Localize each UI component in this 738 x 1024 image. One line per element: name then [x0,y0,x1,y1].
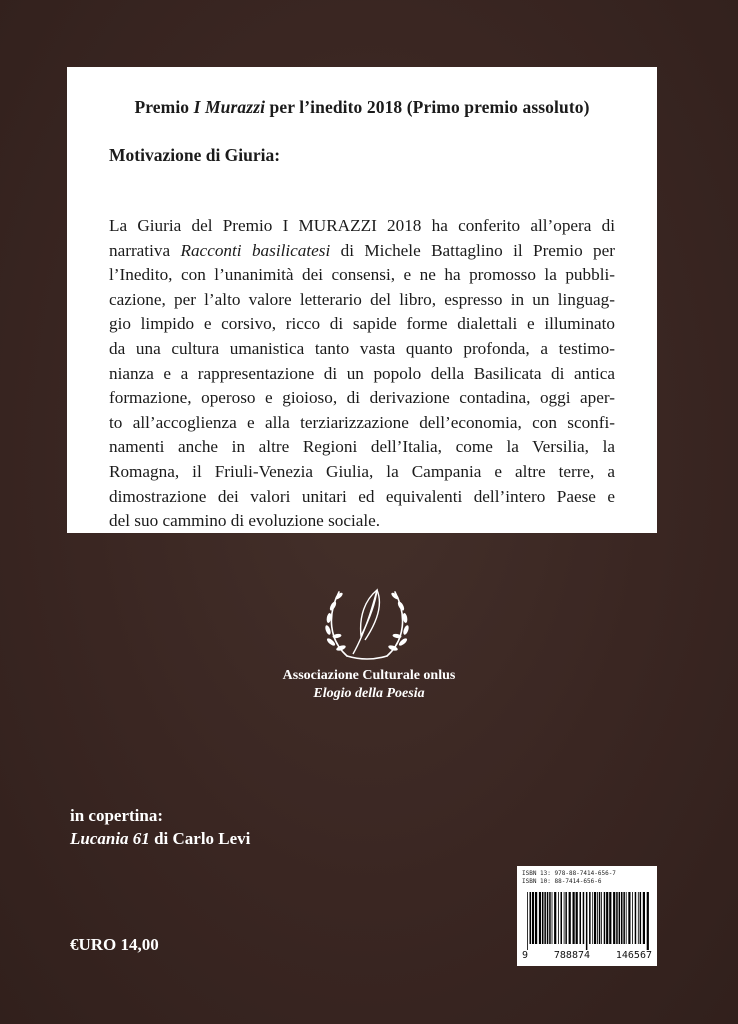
barcode-bars [525,892,649,950]
barcode-bar [647,892,649,950]
barcode-bar [552,892,553,944]
barcode-bar [601,892,602,944]
barcode-bar [597,892,598,944]
barcode-bar [604,892,606,944]
barcode-bar [626,892,627,944]
barcode-bar [621,892,623,944]
barcode-bar [619,892,621,944]
quill-laurel-wreath-icon [317,580,417,666]
prize-title: Premio I Murazzi per l’inedito 2018 (Primo premio assoluto) [134,97,590,117]
motivation-line: gio limpido e corsivo, ricco di sapide forme dialettali e illuminato [109,314,615,334]
price: €URO 14,00 [70,935,159,954]
barcode-bar [599,892,601,944]
barcode-digits [522,950,652,961]
barcode-bar [549,892,551,944]
barcode-bar [643,892,645,944]
barcode-bar [635,892,637,944]
motivation-heading: Motivazione di Giuria: [109,145,281,165]
motivation-line: Romagna, il Friuli-Venezia Giulia, la Campania e altre terre, a [109,461,615,481]
barcode-bar [539,892,541,944]
motivation-line: nianza e a rappresentazione di un popolo della Basilicata di antica [109,363,615,383]
barcode-bar [632,892,633,944]
barcode-bar [532,892,534,944]
barcode-bar [547,892,549,944]
motivation-line: l’Inedito, con l’unanimità dei consensi, e ne ha promosso la pubbli- [109,265,615,285]
barcode-bar [565,892,567,944]
barcode-bar [580,892,582,944]
motivation-line: narrativa Racconti basilicatesi di Michele Battaglino il Premio per [109,240,616,260]
motivation-line: to all’accoglienza e alla terziarizzazione dell’economia, con sconfi- [109,412,615,432]
barcode-bar [527,892,528,950]
barcode-bar [573,892,575,944]
barcode-digit-prefix: 9 [522,950,529,961]
barcode-bar [564,892,565,944]
barcode-bar [544,892,546,944]
motivation-line: formazione, operoso e gioioso, di derivazione contadina, oggi aper- [109,388,615,408]
barcode-bar [606,892,608,944]
association-name: Associazione Culturale onlus [282,668,456,683]
barcode-digit-right: 146567 [615,950,652,961]
barcode-bar [640,892,642,944]
barcode-bar [586,892,588,950]
motivation-line: da una cultura umanistica tanto vasta quanto profonda, a testimo- [109,338,615,358]
barcode-bar [592,892,593,944]
barcode-bar [594,892,596,944]
jury-motivation-panel [67,67,657,533]
barcode-bar [554,892,556,944]
motivation-line: del suo cammino di evoluzione sociale. [109,511,381,531]
isbn10: ISBN 10: 88-7414-656-6 [522,878,602,885]
barcode-bar [609,892,611,944]
isbn-barcode [517,866,657,966]
barcode-digit-left: 788874 [553,950,591,961]
barcode-bar [583,892,585,944]
barcode-bar [569,892,571,944]
association-subtitle: Elogio della Poesia [313,686,425,701]
barcode-bar [530,892,532,944]
barcode-bar [589,892,591,944]
motivation-line: La Giuria del Premio I MURAZZI 2018 ha conferito all’opera di [109,216,615,235]
barcode-bar [576,892,578,944]
barcode-bar [558,892,559,944]
barcode-bar [542,892,544,944]
barcode-bar [535,892,537,944]
cover-artwork-title: Lucania 61 di Carlo Levi [70,829,251,848]
motivation-line: dimostrazione dei valori unitari ed equivalenti dell’intero Paese e [109,486,615,506]
isbn13: ISBN 13: 978-88-7414-656-7 [522,870,616,877]
motivation-line: namenti anche in altre Regioni dell’Italia, come la Versilia, la [109,437,615,457]
barcode-bar [638,892,639,944]
barcode-bar [628,892,630,944]
barcode-bar [561,892,563,944]
barcode-bar [623,892,625,944]
motivation-line: cazione, per l’alto valore letterario del libro, espresso in un linguag- [109,289,615,309]
motivation-text [109,214,615,534]
cover-label: in copertina: [70,806,164,825]
barcode-bar [616,892,618,944]
barcode-bar [613,892,615,944]
